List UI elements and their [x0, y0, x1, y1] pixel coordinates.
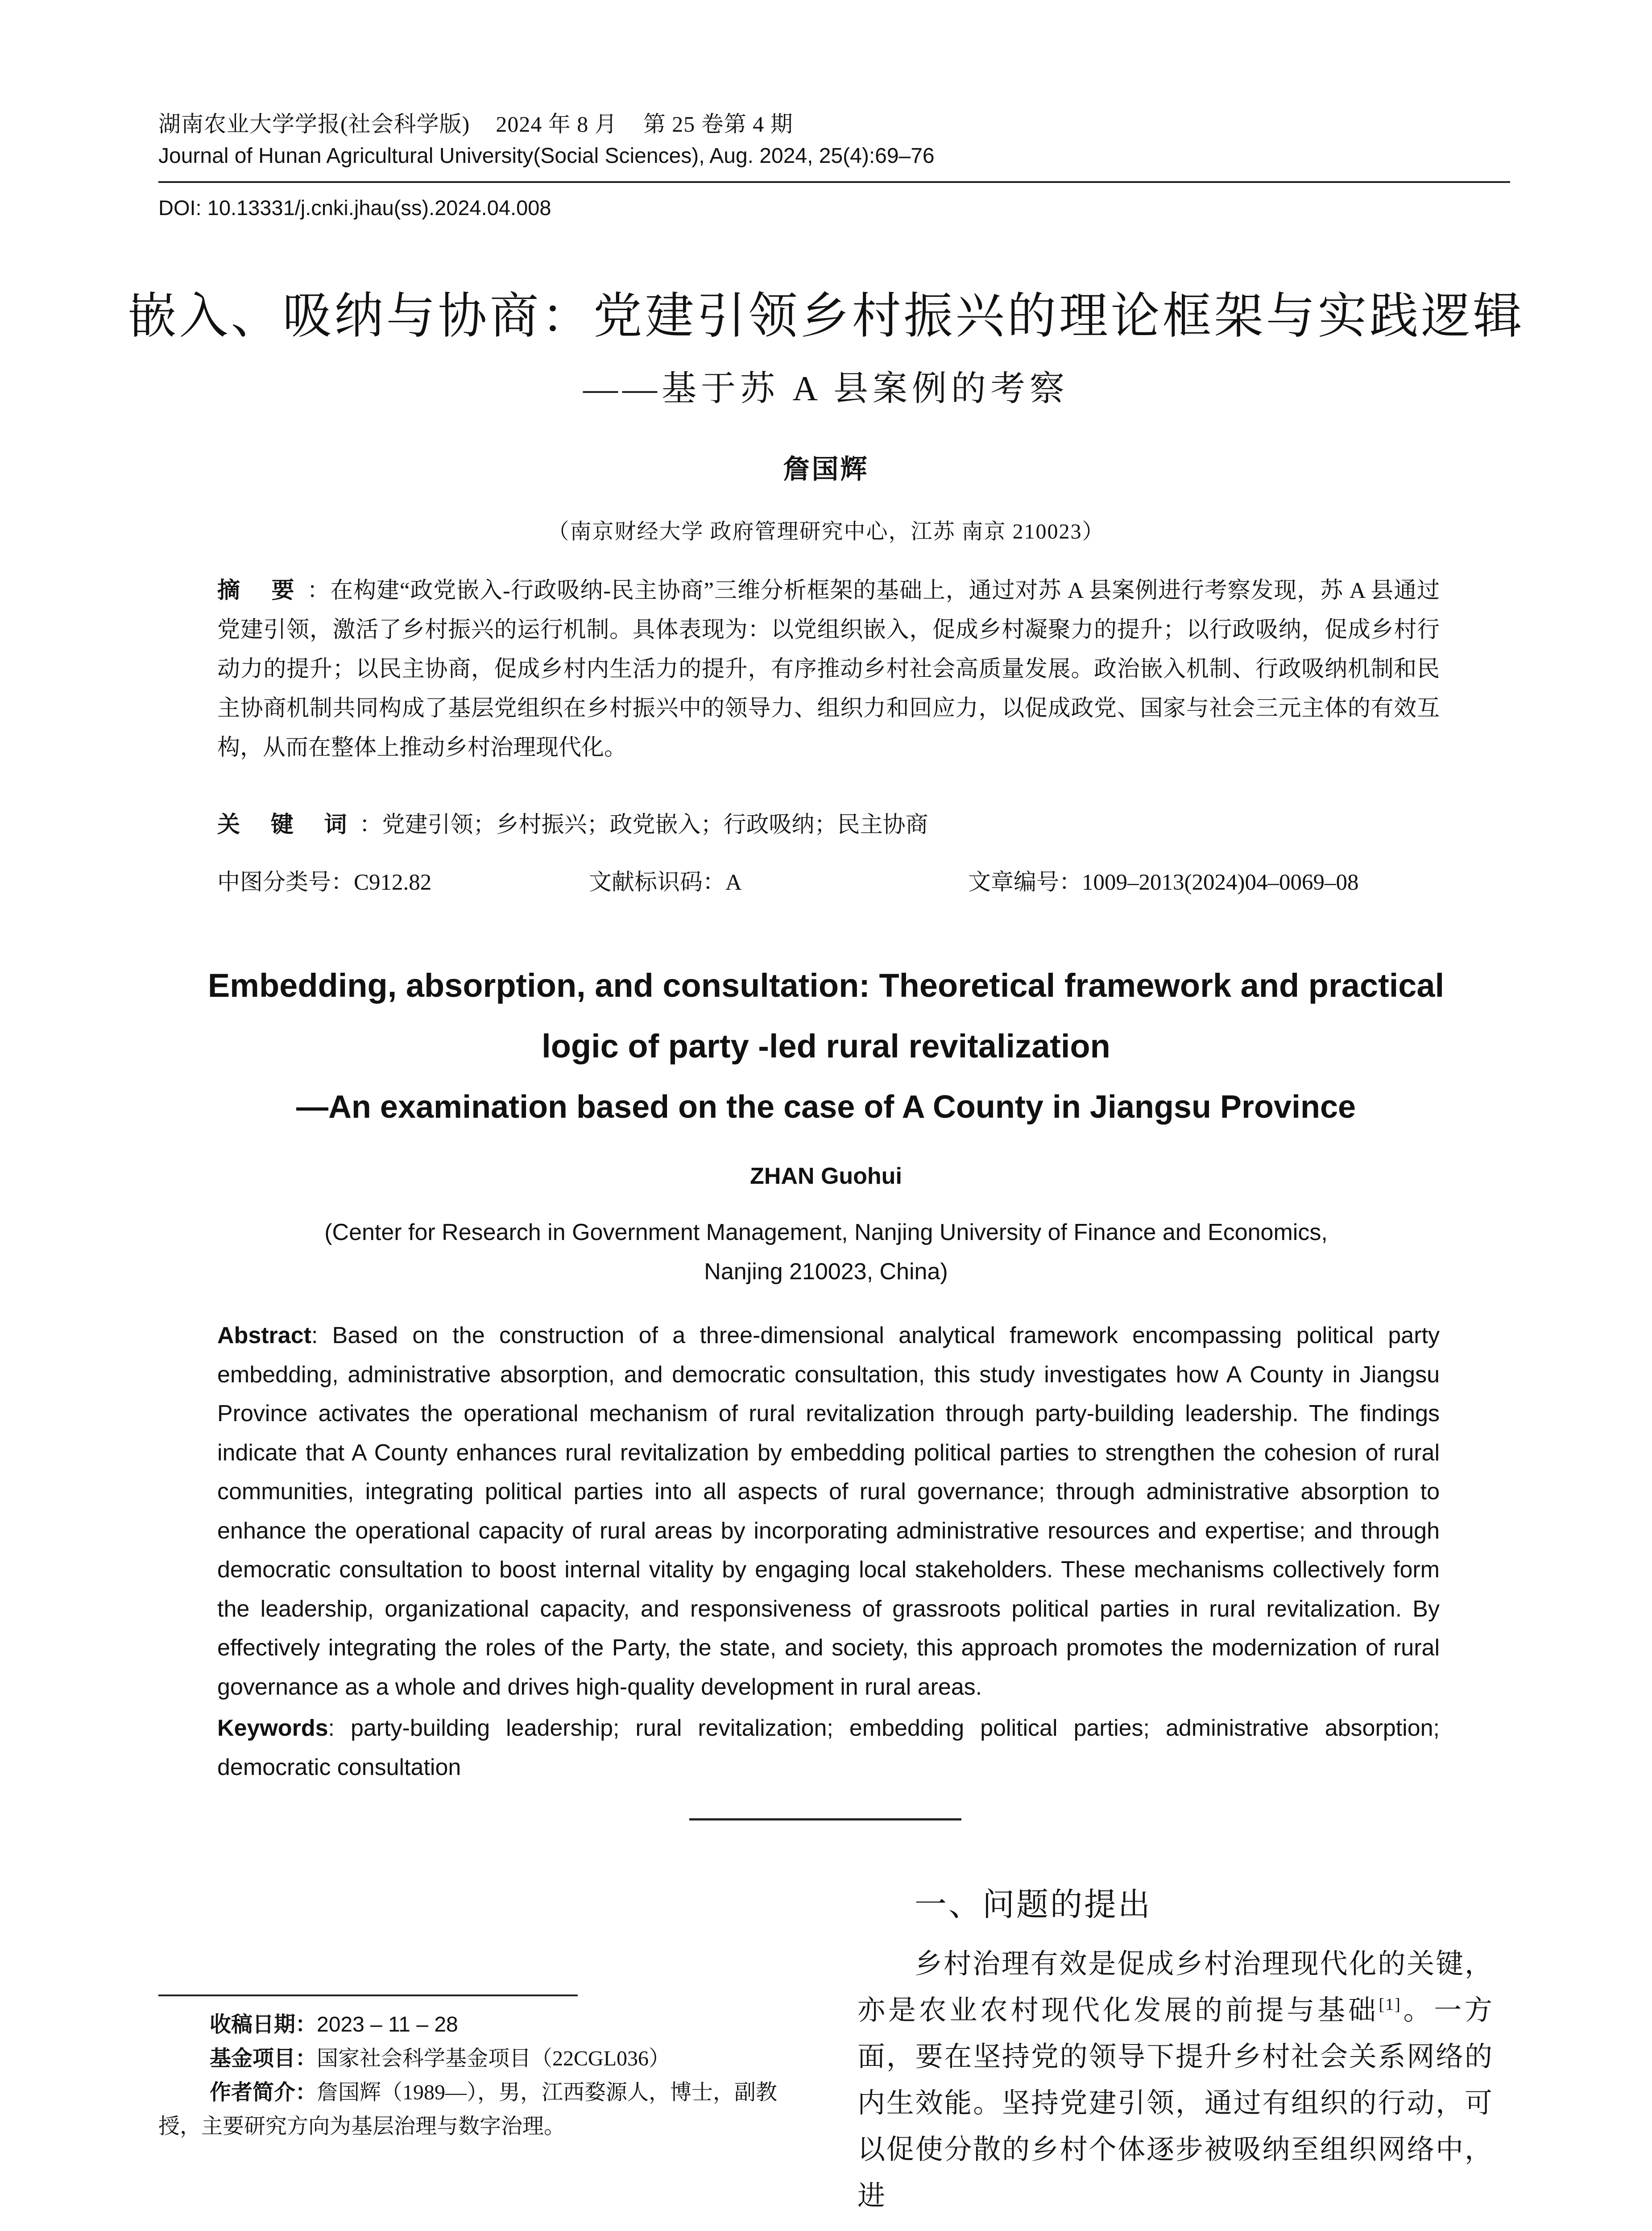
doi-link[interactable]: DOI: 10.13331/j.cnki.jhau(ss).2024.04.008	[158, 196, 551, 220]
article-title-en-line1: Embedding, absorption, and consultation: Theoretical framework and practical	[207, 967, 1445, 1004]
body-column	[857, 1941, 1493, 2219]
article-title-cn: 嵌入、吸纳与协商：党建引领乡村振兴的理论框架与实践逻辑	[127, 289, 1525, 344]
author-cn: 詹国辉	[783, 455, 869, 484]
affiliation-en-line2: Nanjing 210023, China)	[704, 1259, 948, 1285]
author-en: ZHAN Guohui	[750, 1163, 902, 1189]
body-paragraph	[857, 1941, 1493, 2219]
affiliation-cn: （南京财经大学 政府管理研究中心，江苏 南京 210023）	[547, 520, 1105, 543]
article-title-en-line2: logic of party -led rural revitalization	[542, 1028, 1110, 1065]
body-text-b: 。一方面，要在坚持党的领导下提升乡村社会关系网络的内生效能。坚持党建引领，通过有组织的行动，可以促使分散的乡村个体逐步被吸纳至组织网络中，进	[857, 1995, 1493, 2211]
document-code: 文献标识码：A	[589, 870, 742, 895]
journal-header-cn	[158, 106, 819, 138]
fund-label: 基金项目：	[210, 2047, 317, 2070]
journal-name-cn: 湖南农业大学学报(社会科学版)	[158, 112, 470, 137]
clc-number: 中图分类号：C912.82	[217, 870, 432, 895]
bio-label: 作者简介：	[210, 2081, 317, 2104]
article-number: 文章编号：1009–2013(2024)04–0069–08	[968, 870, 1359, 895]
abstract-en: Abstract: Based on the construction of a three-dimensional analytical framework encompassing political party embedding, administrative absorption, and democratic consultation, this study investigates how A County in Jiangsu Province activates the operational mechanism of rural revitalization through party-building leadership. The findings indicate that A County enhances rural revitalization by embedding political parties to strengthen the cohesion of rural communities, integrating political parties into all aspects of rural governance; through administrative absorption to enhance the operational capacity of rural areas by incorporating administrative resources and expertise; and through democratic consultation to boost internal vitality by engaging local stakeholders. These mechanisms collectively form the leadership, organizational capacity, and responsiveness of grassroots political parties in rural revitalization. By effectively integrating the roles of the Party, the state, and society, this approach promotes the modernization of rural governance as a whole and drives high-quality development in rural areas.	[217, 1323, 1440, 1700]
footnote-rule	[158, 1995, 578, 1996]
footnote-bio	[158, 2076, 792, 2144]
citation-ref[interactable]: [1]	[1379, 1995, 1401, 2014]
keywords-text-cn: 党建引领；乡村振兴；政党嵌入；行政吸纳；民主协商	[382, 813, 928, 838]
keywords-label-en: Keywords	[217, 1715, 328, 1741]
received-date: 2023 – 11 – 28	[317, 2013, 458, 2036]
fund-text: 国家社会科学基金项目（22CGL036）	[317, 2047, 671, 2070]
keywords-label-cn: 关 键 词	[217, 813, 360, 838]
issue-volume-cn: 第 25 卷第 4 期	[643, 112, 793, 137]
bio-text: 詹国辉（1989—），男，江西婺源人，博士，副教授，主要研究方向为基层治理与数字治理。	[158, 2081, 778, 2138]
received-label: 收稿日期：	[210, 2013, 317, 2036]
article-subtitle-cn: ——基于苏 A 县案例的考察	[583, 369, 1069, 408]
header-rule	[158, 181, 1510, 183]
abstract-label-cn: 摘 要	[217, 578, 307, 603]
affiliation-en-line1: (Center for Research in Government Management, Nanjing University of Finance and Economics,	[324, 1219, 1328, 1245]
section-divider	[689, 1818, 961, 1820]
abstract-cn: 摘 要：在构建“政党嵌入-行政吸纳-民主协商”三维分析框架的基础上，通过对苏 A 县案例进行考察发现，苏 A 县通过党建引领，激活了乡村振兴的运行机制。具体表现为：以党组织嵌入，促成乡村凝聚力的提升；以行政吸纳，促成乡村行动力的提升；以民主协商，促成乡村内生活力的提升，有序推动乡村社会高质量发展。政治嵌入机制、行政吸纳机制和民主协商机制共同构成了基层党组织在乡村振兴中的领导力、组织力和回应力，以促成政党、国家与社会三元主体的有效互构，从而在整体上推动乡村治理现代化。	[217, 578, 1440, 760]
issue-date-cn: 2024 年 8 月	[496, 112, 617, 137]
keywords-text-en: party-building leadership; rural revitalization; embedding political parties; administrative absorption; democratic consultation	[217, 1715, 1440, 1780]
keywords-en: Keywords: party-building leadership; rural revitalization; embedding political parties; administrative absorption; democratic consultation	[217, 1715, 1440, 1780]
body-text-a: 乡村治理有效是促成乡村治理现代化的关键，亦是农业农村现代化发展的前提与基础	[857, 1949, 1493, 2026]
abstract-text-cn: 在构建“政党嵌入-行政吸纳-民主协商”三维分析框架的基础上，通过对苏 A 县案例进行考察发现，苏 A 县通过党建引领，激活了乡村振兴的运行机制。具体表现为：以党组织嵌入，促成乡村凝聚力的提升；以行政吸纳，促成乡村行动力的提升；以民主协商，促成乡村内生活力的提升，有序推动乡村社会高质量发展。政治嵌入机制、行政吸纳机制和民主协商机制共同构成了基层党组织在乡村振兴中的领导力、组织力和回应力，以促成政党、国家与社会三元主体的有效互构，从而在整体上推动乡村治理现代化。	[217, 578, 1440, 760]
footnote-received	[158, 2008, 861, 2042]
abstract-text-en: Based on the construction of a three-dimensional analytical framework encompassing political party embedding, administrative absorption, and democratic consultation, this study investigates how A County in Jiangsu Province activates the operational mechanism of rural revitalization through party-building leadership. The findings indicate that A County enhances rural revitalization by embedding political parties to strengthen the cohesion of rural communities, integrating political parties into all aspects of rural governance; through administrative absorption to enhance the operational capacity of rural areas by incorporating administrative resources and expertise; and through democratic consultation to boost internal vitality by engaging local stakeholders. These mechanisms collectively form the leadership, organizational capacity, and responsiveness of grassroots political parties in rural revitalization. By effectively integrating the roles of the Party, the state, and society, this approach promotes the modernization of rural governance as a whole and drives high-quality development in rural areas.	[217, 1323, 1440, 1700]
article-subtitle-en: —An examination based on the case of A County in Jiangsu Province	[296, 1089, 1356, 1125]
abstract-label-en: Abstract	[217, 1323, 311, 1348]
keywords-cn: 关 键 词：党建引领；乡村振兴；政党嵌入；行政吸纳；民主协商	[217, 813, 928, 838]
journal-header-en: Journal of Hunan Agricultural University(Social Sciences), Aug. 2024, 25(4):69–76	[158, 144, 935, 168]
section-heading: 一、问题的提出	[915, 1887, 1152, 1923]
footnote-fund	[158, 2042, 861, 2076]
